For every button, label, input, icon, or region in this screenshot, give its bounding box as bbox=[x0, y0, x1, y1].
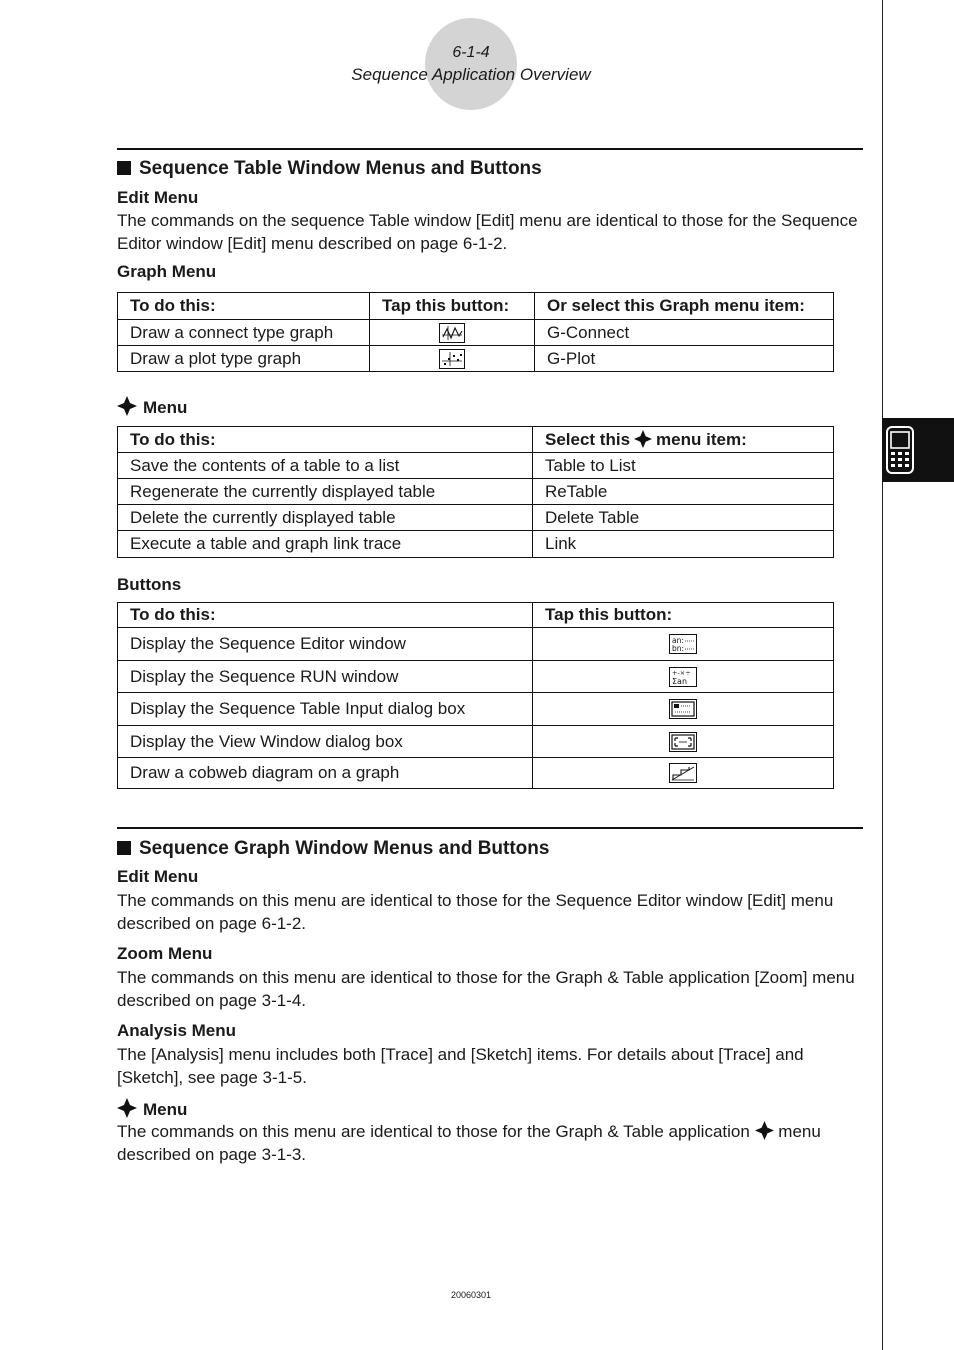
menu-item-cell: Table to List bbox=[533, 453, 834, 479]
section-rule bbox=[117, 148, 863, 150]
section-rule bbox=[117, 827, 863, 829]
table-row bbox=[118, 320, 834, 346]
column-header: To do this: bbox=[118, 293, 370, 320]
square-bullet-icon bbox=[117, 841, 131, 855]
button-cell bbox=[533, 693, 834, 726]
margin-rule bbox=[882, 0, 883, 1350]
view-window-icon[interactable] bbox=[669, 732, 697, 752]
button-cell bbox=[533, 758, 834, 789]
column-header: To do this: bbox=[118, 603, 533, 628]
star-menu-text-part: The commands on this menu are identical to those for the Graph & Table application bbox=[117, 1122, 750, 1141]
footer-code: 20060301 bbox=[450, 1290, 492, 1300]
svg-text:+-×÷: +-×÷ bbox=[672, 668, 691, 677]
table-row bbox=[118, 693, 834, 726]
action-cell: Save the contents of a table to a list bbox=[118, 453, 533, 479]
action-cell: Draw a connect type graph bbox=[118, 320, 370, 346]
star-menu-icon bbox=[117, 396, 137, 416]
table-row bbox=[118, 531, 834, 558]
action-cell: Display the View Window dialog box bbox=[118, 726, 533, 758]
menu-item-cell: Link bbox=[533, 531, 834, 558]
section-title bbox=[117, 838, 549, 860]
chapter-tab bbox=[882, 418, 954, 482]
table-input-icon[interactable] bbox=[669, 699, 697, 719]
star-menu-table bbox=[117, 426, 834, 558]
action-cell: Execute a table and graph link trace bbox=[118, 531, 533, 558]
menu-item-cell: G-Plot bbox=[535, 346, 834, 372]
table-row bbox=[118, 758, 834, 789]
star-menu-icon bbox=[634, 430, 652, 448]
column-header-text: menu item: bbox=[656, 429, 747, 449]
star-menu-heading-text: Menu bbox=[143, 398, 188, 417]
button-cell bbox=[533, 661, 834, 693]
buttons-heading: Buttons bbox=[117, 575, 182, 594]
edit-menu-text: The commands on the sequence Table window [Edit] menu are identical to those for the Sequence Editor window [Edit] menu described on page 6-1-2. bbox=[117, 211, 858, 253]
menu-item-cell: Delete Table bbox=[533, 505, 834, 531]
action-cell: Display the Sequence Editor window bbox=[118, 628, 533, 661]
buttons-table bbox=[117, 602, 834, 789]
zoom-menu-text: The commands on this menu are identical to those for the Graph & Table application [Zoom] menu described on page 3-1-4. bbox=[117, 968, 855, 1010]
table-row bbox=[118, 726, 834, 758]
square-bullet-icon bbox=[117, 161, 131, 175]
plot-graph-icon[interactable] bbox=[439, 349, 465, 369]
table-header-row bbox=[118, 427, 834, 453]
page-number-circle bbox=[425, 18, 517, 110]
svg-text:Σan: Σan bbox=[672, 676, 688, 686]
svg-text:an:: an: bbox=[672, 636, 684, 646]
button-cell bbox=[533, 726, 834, 758]
star-menu-heading bbox=[117, 1098, 187, 1120]
action-cell: Delete the currently displayed table bbox=[118, 505, 533, 531]
action-cell: Display the Sequence Table Input dialog box bbox=[118, 693, 533, 726]
edit-menu-text: The commands on this menu are identical to those for the Sequence Editor window [Edit] menu described on page 6-1-2. bbox=[117, 891, 834, 933]
analysis-menu-heading: Analysis Menu bbox=[117, 1021, 237, 1040]
star-menu-heading bbox=[117, 396, 187, 418]
analysis-menu-text: The [Analysis] menu includes both [Trace] and [Sketch] items. For details about [Trace] and [Sketch], see page 3-1-5. bbox=[117, 1045, 804, 1087]
column-header: Tap this button: bbox=[370, 293, 535, 320]
chapter-title: Sequence Application Overview bbox=[351, 65, 591, 84]
edit-menu-heading: Edit Menu bbox=[117, 867, 199, 886]
cobweb-icon[interactable] bbox=[669, 763, 697, 783]
menu-item-cell: G-Connect bbox=[535, 320, 834, 346]
column-header bbox=[533, 427, 834, 453]
column-header-text: Select this bbox=[545, 429, 631, 449]
column-header: Tap this button: bbox=[533, 603, 834, 628]
table-row bbox=[118, 479, 834, 505]
section-title-text: Sequence Table Window Menus and Buttons bbox=[139, 158, 542, 179]
column-header: To do this: bbox=[118, 427, 533, 453]
graph-menu-heading: Graph Menu bbox=[117, 262, 217, 281]
table-row bbox=[118, 346, 834, 372]
action-cell: Draw a cobweb diagram on a graph bbox=[118, 758, 533, 789]
menu-item-cell: ReTable bbox=[533, 479, 834, 505]
sequence-editor-icon[interactable] bbox=[669, 634, 697, 654]
page-number: 6-1-4 bbox=[452, 44, 490, 61]
star-menu-icon bbox=[755, 1121, 774, 1140]
column-header: Or select this Graph menu item: bbox=[535, 293, 834, 320]
section-title-text: Sequence Graph Window Menus and Buttons bbox=[139, 838, 550, 859]
edit-menu-heading: Edit Menu bbox=[117, 188, 199, 207]
button-cell bbox=[370, 346, 535, 372]
star-menu-icon bbox=[117, 1098, 137, 1118]
table-header-row bbox=[118, 293, 834, 320]
section-title bbox=[117, 158, 542, 180]
action-cell: Regenerate the currently displayed table bbox=[118, 479, 533, 505]
button-cell bbox=[533, 628, 834, 661]
button-cell bbox=[370, 320, 535, 346]
star-menu-text-part: menu described on page 3-1-3. bbox=[117, 1122, 821, 1164]
calculator-icon bbox=[885, 426, 915, 474]
table-row bbox=[118, 628, 834, 661]
star-menu-text bbox=[117, 1120, 863, 1166]
connect-graph-icon[interactable] bbox=[439, 323, 465, 343]
action-cell: Draw a plot type graph bbox=[118, 346, 370, 372]
table-header-row bbox=[118, 603, 834, 628]
sequence-run-icon[interactable] bbox=[669, 667, 697, 687]
graph-menu-table bbox=[117, 292, 834, 372]
table-row bbox=[118, 505, 834, 531]
svg-text:bn:: bn: bbox=[672, 644, 685, 654]
star-menu-heading-text: Menu bbox=[143, 1100, 188, 1119]
table-row bbox=[118, 453, 834, 479]
action-cell: Display the Sequence RUN window bbox=[118, 661, 533, 693]
zoom-menu-heading: Zoom Menu bbox=[117, 944, 213, 963]
table-row bbox=[118, 661, 834, 693]
